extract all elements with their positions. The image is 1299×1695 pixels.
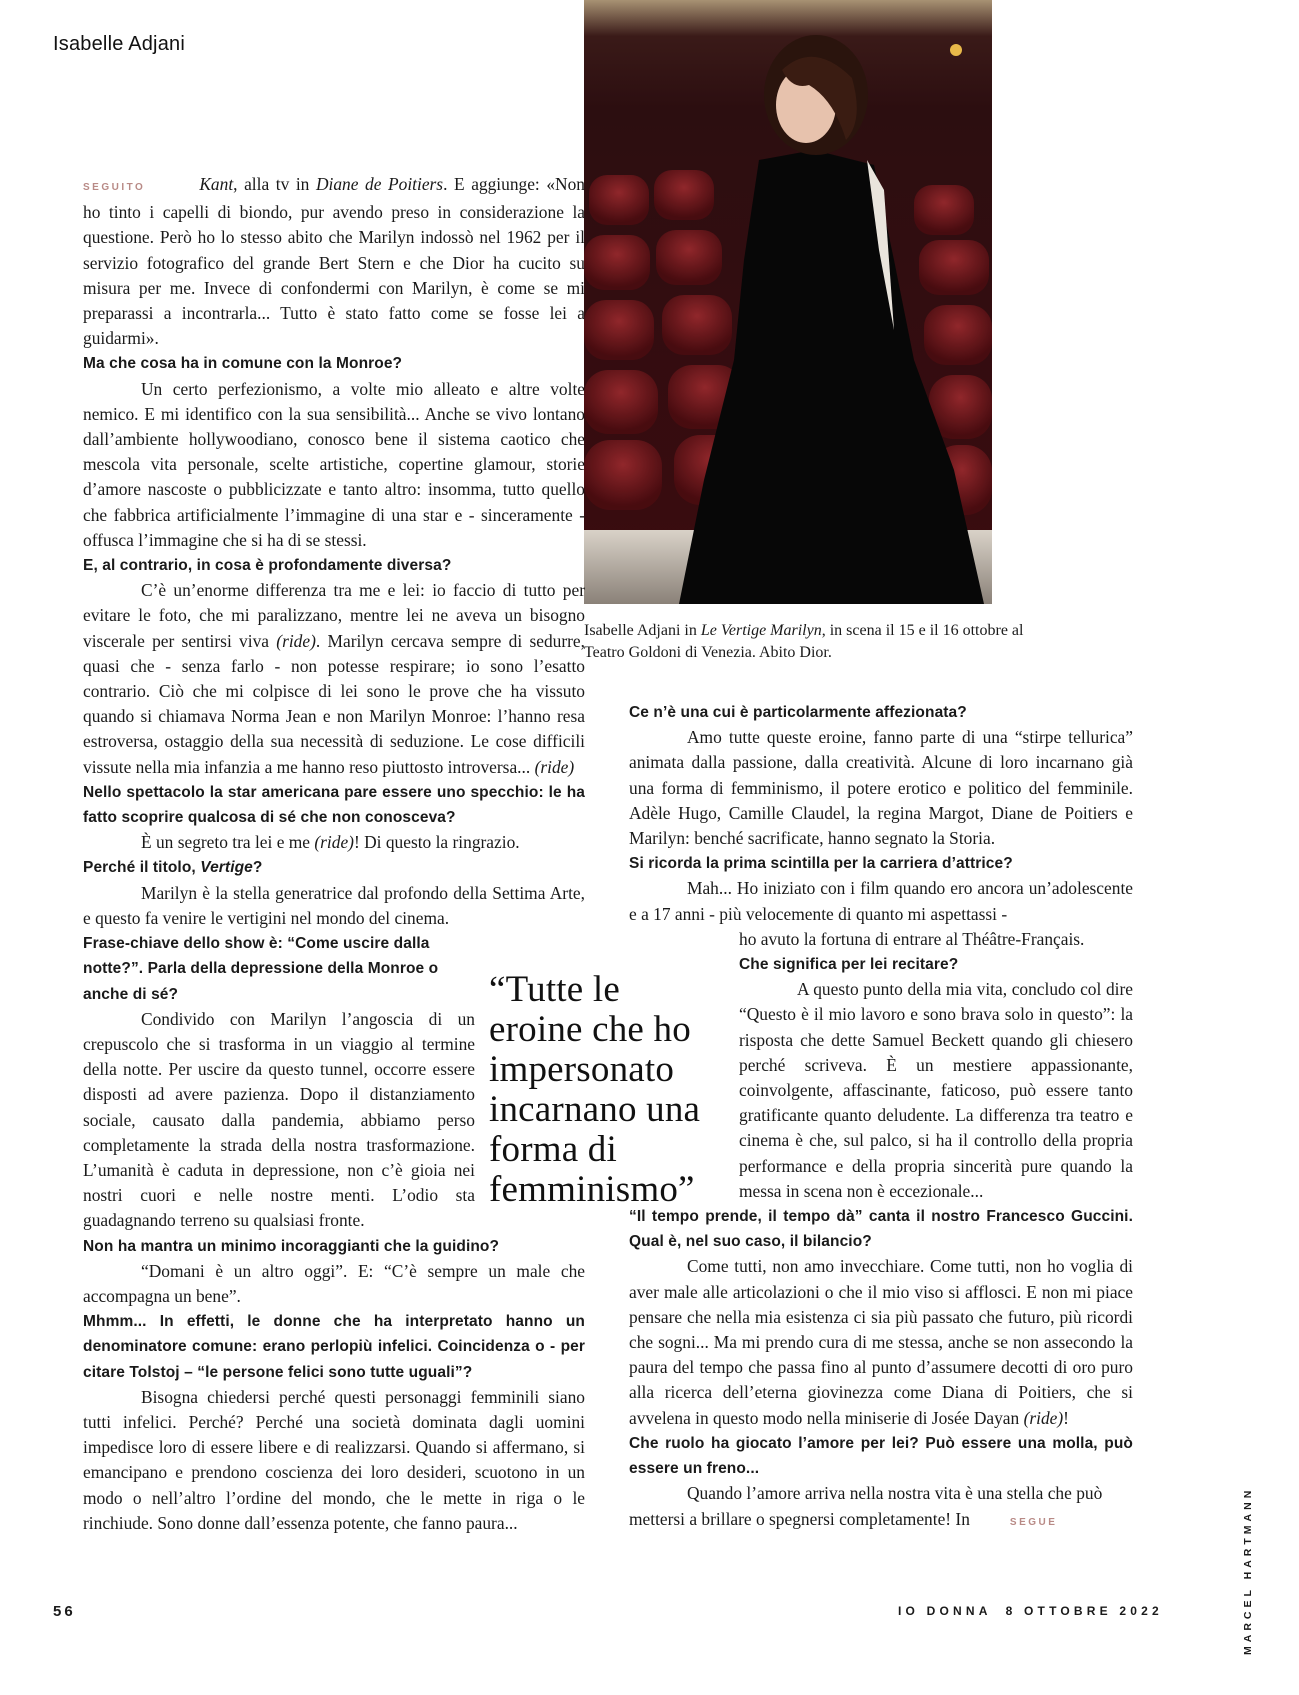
continues-label: SEGUE [1009, 1516, 1058, 1528]
answer: C’è un’enorme differenza tra me e lei: io faccio di tutto per evitare le foto, che mi paralizzano, mentre lei ne aveva un bisogno viscerale per sentirsi viva (ride). Marilyn cercava sempre di sedurre, quasi che - senza farlo - non potesse respirare; io sono l’esatto contrario. Ciò che mi colpisce di lei sono le prove che ha vissuto quando si chiamava Norma Jean e non Marilyn Monroe: l’hanno resa estroversa, ostaggio della sua necessità di seduzione. Le cose difficili vissute nella mia infanzia a me hanno reso piuttosto introversa... (ride) [83, 580, 585, 777]
answer: Un certo perfezionismo, a volte mio alleato e altre volte nemico. E mi identifico con la sua sensibilità... Anche se vivo lontano dall’ambiente hollywoodiano, conosco bene il sistema caotico che mescola vita personale, scelte artistiche, copertine glamour, storie d’amore nascoste o pubblicizzate e tanto altro: insomma, tutto quello che fabbrica artificialmente l’immagine di una star e - sinceramente - offusca l’immagine che si ha di se stessi. [83, 378, 585, 550]
question: Che ruolo ha giocato l’amore per lei? Può essere una molla, può essere un freno... [629, 1434, 1133, 1478]
answer: Mah... Ho iniziato con i film quando ero ancora un’adolescente e a 17 anni - più velocemente di quanto mi aspettassi - [629, 878, 1133, 924]
continued-label: SEGUITO [83, 182, 146, 193]
right-column [629, 700, 1133, 1535]
intro-paragraph: SEGUITO Kant, alla tv in Diane de Poitiers. E aggiunge: «Non ho tinto i capelli di biondo, pur avendo preso in considerazione la questione. Però ho lo stesso abito che Marilyn indossò nel 1962 per il servizio fotografico del grande Bert Stern e che Dior ha cucito su misura per me. Invece di confondermi con Marilyn, è come se mi preparassi a incontrarla... Tutto è stato fatto come se fosse lei a guidarmi». [83, 174, 585, 349]
question: E, al contrario, in cosa è profondamente diversa? [83, 557, 452, 575]
photo-illustration [584, 0, 992, 604]
issue-date: 8 OTTOBRE 2022 [1005, 1604, 1163, 1618]
question: “Il tempo prende, il tempo dà” canta il nostro Francesco Guccini. Qual è, nel suo caso, il bilancio? [629, 1208, 1133, 1251]
answer: Marilyn è la stella generatrice dal profondo della Settima Arte, e questo fa venire le vertigini nel mondo del cinema. [83, 882, 585, 928]
question: Non ha mantra un minimo incoraggianti che la guidino? [83, 1237, 500, 1255]
answer: Quando l’amore arriva nella nostra vita è una stella che può mettersi a brillare o spegnersi completamente! In SEGUE [629, 1483, 1103, 1529]
answer: A questo punto della mia vita, concludo col dire “Questo è il mio lavoro e sono brava solo in questo”: la risposta che dette Samuel Beckett quando gli chiesero perché scriveva. È un mestiere appassionante, coinvolgente, affascinante, faticoso, può essere tanto gratificante quanto deludente. La differenza tra teatro e cinema è che, sul palco, si ha il controllo della propria performance e della propria sincerità pure quando la messa in scena non è eccezionale... [739, 979, 1133, 1201]
left-column [83, 172, 585, 1536]
answer: Amo tutte queste eroine, fanno parte di una “stirpe tellurica” animata dalla passione, dalla creatività. Alcune di loro incarnano già una forma di femminismo, il potere erotico e politico del femminile. Adèle Hugo, Camille Claudel, la regina Margot, Diane de Poitiers e Marilyn: benché sacrificate, hanno segnato la Storia. [629, 727, 1133, 849]
answer: “Domani è un altro oggi”. E: “C’è sempre un male che accompagna un bene”. [83, 1260, 585, 1306]
answer: ho avuto la fortuna di entrare al Théâtre-Français. [739, 928, 1085, 949]
answer: Bisogna chiedersi perché questi personaggi femminili siano tutti infelici. Perché? Perché una società dominata dagli uomini impedisce loro di essere libere e di realizzarsi. Quando si affermano, si emancipano e prendono coscienza dei loro desideri, scuotono in un modo o nell’altro l’ordine del mondo, che le mette in riga o le rinchiude. Sono donne dall’essenza potente, che fanno paura... [83, 1386, 585, 1533]
narrow-block [739, 927, 1133, 1204]
magazine-footer [898, 1604, 1163, 1618]
question: Si ricorda la prima scintilla per la carriera d’attrice? [629, 855, 1013, 873]
magazine-name: IO DONNA [898, 1604, 992, 1618]
question: Nello spettacolo la star americana pare essere uno specchio: le ha fatto scoprire qualcosa di sé che non conosceva? [83, 783, 585, 827]
photo-caption: Isabelle Adjani in Le Vertige Marilyn, in scena il 15 e il 16 ottobre al Teatro Goldoni di Venezia. Abito Dior. [584, 622, 1024, 661]
article-photo [584, 0, 992, 604]
question: Ce n’è una cui è particolarmente affezionata? [629, 704, 967, 721]
answer: Condivido con Marilyn l’angoscia di un crepuscolo che si trasforma in un viaggio al termine della notte. Per uscire da questo tunnel, occorre essere disposti ad avere pazienza. Dopo il distanziamento sociale, causato dalla pandemia, abbiamo perso completamente la strada della nostra trasformazione. L’umanità è caduta in depressione, non c’è gioia nei nostri cuori e nelle nostre menti. L’odio sta guadagnando terreno su qualsiasi fronte. [83, 1008, 475, 1231]
answer: È un segreto tra lei e me (ride)! Di questo la ringrazio. [141, 832, 520, 853]
question: Frase-chiave dello show è: “Come uscire dalla notte?”. Parla della depressione della Monroe o anche di sé? [83, 935, 439, 1003]
section-title: Isabelle Adjani [53, 33, 185, 55]
answer: Come tutti, non amo invecchiare. Come tutti, non ho voglia di aver male alle articolazioni o che il mio viso si afflosci. E non mi piace pensare che nella mia esistenza ci sia più passato che futuro, più ricordi che sogni... Ma mi prendo cura di me stessa, anche se non assecondo la paura del tempo che passa fino al punto d’assumere decotti di oro puro alla ricerca dell’eterna giovinezza come Diana di Poitiers, che si avvelena in questo modo nella miniserie di Josée Dayan (ride)! [629, 1256, 1133, 1428]
question: Che significa per lei recitare? [739, 956, 959, 974]
photo-credit: MARCEL HARTMANN [1242, 1486, 1254, 1655]
question: Mhmm... In effetti, le donne che ha interpretato hanno un denominatore comune: erano perlopiù infelici. Coincidenza o - per citare Tolstoj – “le persone felici sono tutte uguali”? [83, 1313, 585, 1381]
pull-quote: “Tutte le eroine che ho impersonato incarnano una forma di femminismo” [489, 969, 701, 1210]
question: Perché il titolo, Vertige? [83, 859, 263, 877]
page-number: 56 [53, 1603, 76, 1620]
stage-light [950, 44, 962, 56]
question: Ma che cosa ha in comune con la Monroe? [83, 355, 403, 373]
